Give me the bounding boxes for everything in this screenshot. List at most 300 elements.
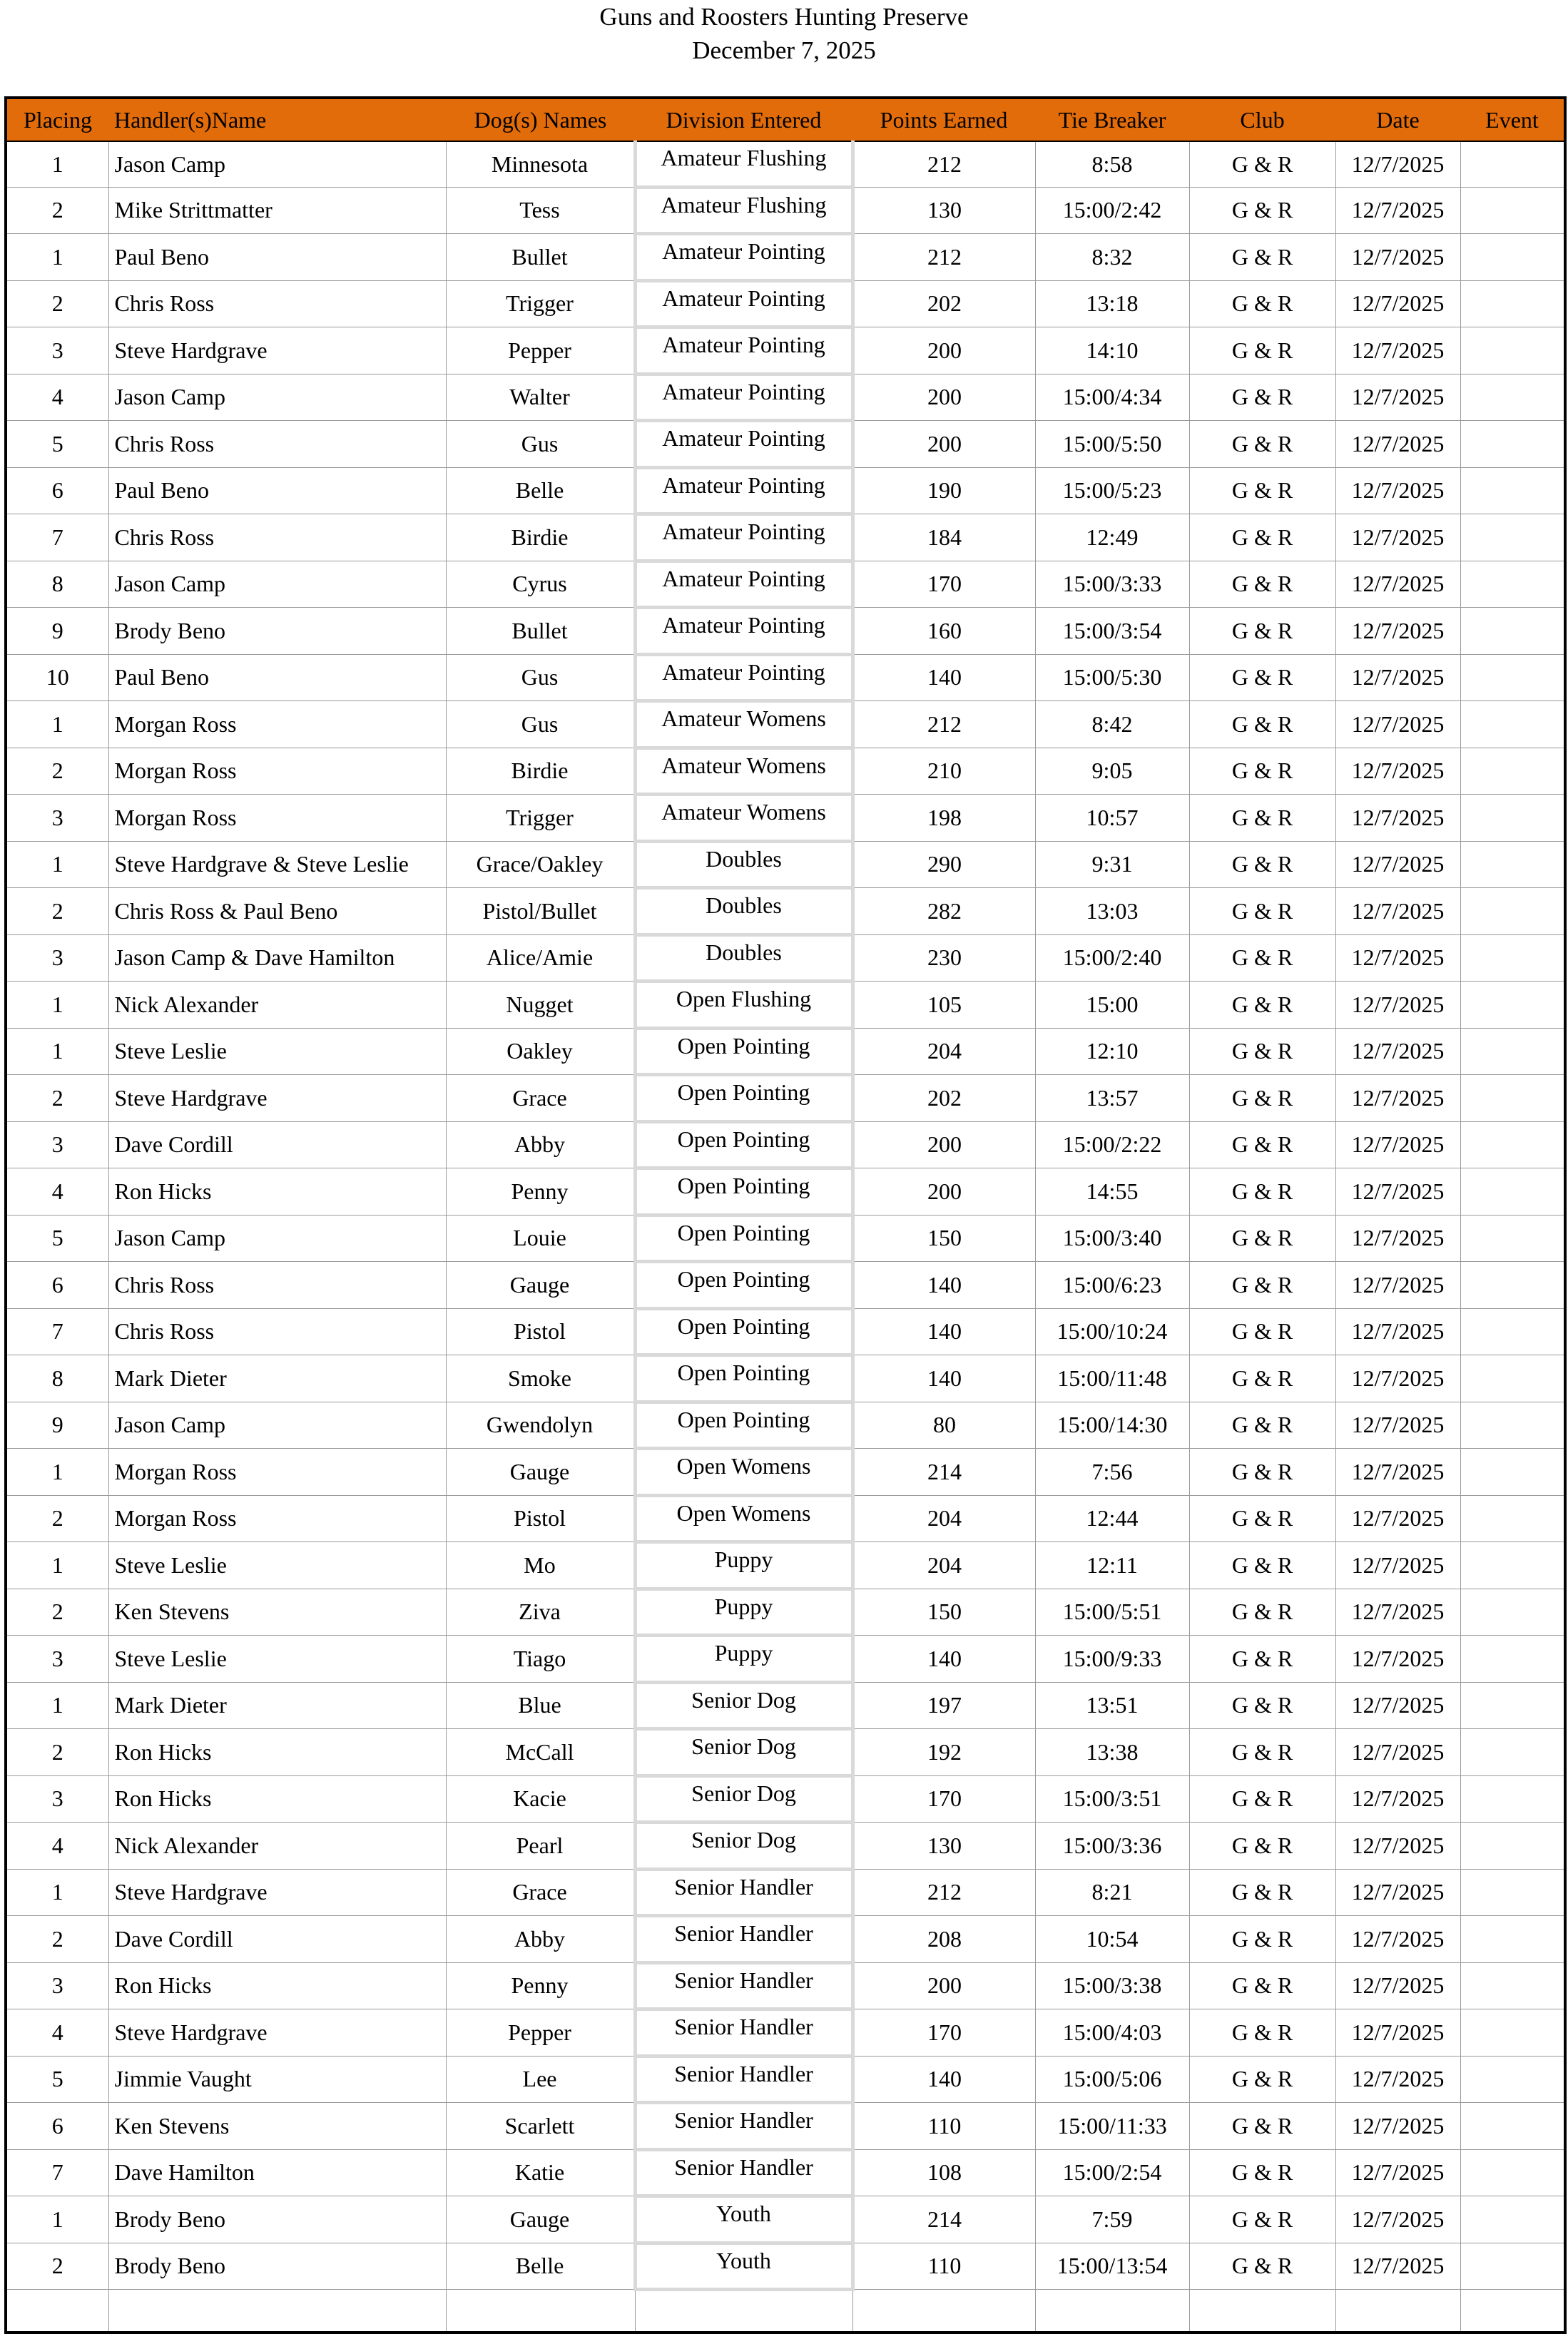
event-cell <box>1460 561 1565 608</box>
club-cell: G & R <box>1189 2009 1335 2057</box>
event-cell <box>1460 141 1565 187</box>
tie-breaker-cell: 15:00/4:03 <box>1035 2009 1189 2057</box>
date-cell: 12/7/2025 <box>1335 2103 1460 2150</box>
date-cell: 12/7/2025 <box>1335 1729 1460 1776</box>
points-cell: 200 <box>852 421 1035 468</box>
handler-cell: Nick Alexander <box>108 982 446 1029</box>
club-cell: G & R <box>1189 280 1335 327</box>
date-cell: 12/7/2025 <box>1335 1962 1460 2009</box>
tie-breaker-cell: 12:10 <box>1035 1028 1189 1075</box>
placing-cell: 5 <box>6 421 108 468</box>
tie-breaker-cell: 15:00/14:30 <box>1035 1402 1189 1449</box>
table-row <box>6 1449 1565 1496</box>
table-row <box>6 514 1565 561</box>
division-cell: Open Pointing <box>635 1355 852 1402</box>
handler-cell: Chris Ross <box>108 280 446 327</box>
handler-cell: Brody Beno <box>108 2196 446 2243</box>
tie-breaker-cell: 12:11 <box>1035 1542 1189 1589</box>
handler-cell: Ron Hicks <box>108 1168 446 1216</box>
date-cell: 12/7/2025 <box>1335 514 1460 561</box>
table-row <box>6 1869 1565 1916</box>
date-cell: 12/7/2025 <box>1335 1823 1460 1870</box>
tie-breaker-cell: 14:55 <box>1035 1168 1189 1216</box>
club-cell: G & R <box>1189 2149 1335 2196</box>
points-cell: 190 <box>852 467 1035 514</box>
dog-cell: Kacie <box>446 1775 635 1823</box>
event-cell <box>1460 1168 1565 1216</box>
event-cell <box>1460 1355 1565 1402</box>
tie-breaker-cell: 15:00/13:54 <box>1035 2243 1189 2290</box>
division-cell: Amateur Womens <box>635 795 852 842</box>
handler-cell: Steve Hardgrave <box>108 2009 446 2057</box>
points-cell: 170 <box>852 561 1035 608</box>
club-cell: G & R <box>1189 327 1335 374</box>
results-table <box>4 96 1567 2334</box>
points-cell: 212 <box>852 701 1035 748</box>
table-row <box>6 561 1565 608</box>
tie-breaker-cell: 13:18 <box>1035 280 1189 327</box>
dog-cell: Belle <box>446 467 635 514</box>
division-cell: Open Womens <box>635 1495 852 1542</box>
points-cell: 140 <box>852 1308 1035 1355</box>
points-cell: 105 <box>852 982 1035 1029</box>
club-cell: G & R <box>1189 2103 1335 2150</box>
event-cell <box>1460 1682 1565 1729</box>
club-cell: G & R <box>1189 1402 1335 1449</box>
event-date: December 7, 2025 <box>692 36 876 64</box>
tie-breaker-cell: 15:00/4:34 <box>1035 374 1189 421</box>
date-cell: 12/7/2025 <box>1335 1075 1460 1122</box>
table-row <box>6 1916 1565 1963</box>
points-cell: 204 <box>852 1495 1035 1542</box>
club-cell: G & R <box>1189 608 1335 655</box>
placing-cell: 2 <box>6 1075 108 1122</box>
club-cell: G & R <box>1189 1121 1335 1168</box>
date-cell: 12/7/2025 <box>1335 141 1460 187</box>
dog-cell: Scarlett <box>446 2103 635 2150</box>
table-row <box>6 2103 1565 2150</box>
dog-cell: Alice/Amie <box>446 934 635 982</box>
empty-cell <box>852 2290 1035 2333</box>
event-cell <box>1460 280 1565 327</box>
points-cell: 204 <box>852 1028 1035 1075</box>
club-cell: G & R <box>1189 2196 1335 2243</box>
table-row <box>6 1402 1565 1449</box>
table-row <box>6 841 1565 888</box>
placing-cell: 2 <box>6 1916 108 1963</box>
date-cell: 12/7/2025 <box>1335 1449 1460 1496</box>
table-row <box>6 1682 1565 1729</box>
tie-breaker-cell: 13:03 <box>1035 888 1189 935</box>
division-cell: Amateur Pointing <box>635 467 852 514</box>
handler-cell: Steve Leslie <box>108 1636 446 1683</box>
club-cell: G & R <box>1189 1028 1335 1075</box>
table-row <box>6 748 1565 795</box>
placing-cell: 2 <box>6 280 108 327</box>
handler-cell: Brody Beno <box>108 2243 446 2290</box>
date-cell: 12/7/2025 <box>1335 374 1460 421</box>
handler-cell: Morgan Ross <box>108 748 446 795</box>
event-cell <box>1460 795 1565 842</box>
division-cell: Youth <box>635 2243 852 2290</box>
division-cell: Amateur Womens <box>635 748 852 795</box>
empty-cell <box>446 2290 635 2333</box>
event-cell <box>1460 1121 1565 1168</box>
table-row <box>6 982 1565 1029</box>
date-cell: 12/7/2025 <box>1335 1402 1460 1449</box>
col-header-date: Date <box>1335 98 1460 141</box>
date-cell: 12/7/2025 <box>1335 1215 1460 1262</box>
event-cell <box>1460 2009 1565 2057</box>
date-cell: 12/7/2025 <box>1335 841 1460 888</box>
points-cell: 140 <box>852 654 1035 701</box>
event-cell <box>1460 467 1565 514</box>
event-cell <box>1460 327 1565 374</box>
tie-breaker-cell: 13:57 <box>1035 1075 1189 1122</box>
empty-cell <box>1035 2290 1189 2333</box>
col-header-points: Points Earned <box>852 98 1035 141</box>
dog-cell: Trigger <box>446 280 635 327</box>
event-cell <box>1460 1075 1565 1122</box>
date-cell: 12/7/2025 <box>1335 748 1460 795</box>
placing-cell: 4 <box>6 1823 108 1870</box>
date-cell: 12/7/2025 <box>1335 1775 1460 1823</box>
placing-cell: 7 <box>6 2149 108 2196</box>
dog-cell: Gwendolyn <box>446 1402 635 1449</box>
event-cell <box>1460 654 1565 701</box>
dog-cell: Cyrus <box>446 561 635 608</box>
placing-cell: 3 <box>6 1962 108 2009</box>
date-cell: 12/7/2025 <box>1335 2056 1460 2103</box>
handler-cell: Steve Leslie <box>108 1028 446 1075</box>
handler-cell: Jason Camp <box>108 374 446 421</box>
date-cell: 12/7/2025 <box>1335 795 1460 842</box>
event-cell <box>1460 608 1565 655</box>
event-cell <box>1460 1869 1565 1916</box>
points-cell: 212 <box>852 1869 1035 1916</box>
date-cell: 12/7/2025 <box>1335 1636 1460 1683</box>
date-cell: 12/7/2025 <box>1335 1355 1460 1402</box>
tie-breaker-cell: 12:49 <box>1035 514 1189 561</box>
club-cell: G & R <box>1189 1823 1335 1870</box>
dog-cell: Pearl <box>446 1823 635 1870</box>
event-cell <box>1460 2243 1565 2290</box>
division-cell: Open Pointing <box>635 1028 852 1075</box>
event-cell <box>1460 187 1565 234</box>
event-cell <box>1460 374 1565 421</box>
empty-row <box>6 2290 1565 2333</box>
date-cell: 12/7/2025 <box>1335 1168 1460 1216</box>
placing-cell: 1 <box>6 1028 108 1075</box>
event-cell <box>1460 1215 1565 1262</box>
date-cell: 12/7/2025 <box>1335 421 1460 468</box>
tie-breaker-cell: 15:00/3:36 <box>1035 1823 1189 1870</box>
dog-cell: Pepper <box>446 327 635 374</box>
handler-cell: Jason Camp <box>108 561 446 608</box>
dog-cell: McCall <box>446 1729 635 1776</box>
date-cell: 12/7/2025 <box>1335 701 1460 748</box>
table-row <box>6 234 1565 281</box>
dog-cell: Gauge <box>446 1449 635 1496</box>
tie-breaker-cell: 15:00/6:23 <box>1035 1262 1189 1309</box>
placing-cell: 10 <box>6 654 108 701</box>
placing-cell: 9 <box>6 608 108 655</box>
tie-breaker-cell: 15:00/10:24 <box>1035 1308 1189 1355</box>
handler-cell: Morgan Ross <box>108 795 446 842</box>
dog-cell: Grace <box>446 1075 635 1122</box>
date-cell: 12/7/2025 <box>1335 1262 1460 1309</box>
placing-cell: 1 <box>6 841 108 888</box>
tie-breaker-cell: 8:32 <box>1035 234 1189 281</box>
tie-breaker-cell: 8:21 <box>1035 1869 1189 1916</box>
points-cell: 290 <box>852 841 1035 888</box>
date-cell: 12/7/2025 <box>1335 1542 1460 1589</box>
tie-breaker-cell: 15:00/3:38 <box>1035 1962 1189 2009</box>
points-cell: 210 <box>852 748 1035 795</box>
table-row <box>6 1775 1565 1823</box>
dog-cell: Gauge <box>446 1262 635 1309</box>
dog-cell: Grace <box>446 1869 635 1916</box>
placing-cell: 1 <box>6 234 108 281</box>
dog-cell: Nugget <box>446 982 635 1029</box>
handler-cell: Brody Beno <box>108 608 446 655</box>
dog-cell: Abby <box>446 1121 635 1168</box>
handler-cell: Steve Hardgrave <box>108 1075 446 1122</box>
tie-breaker-cell: 8:42 <box>1035 701 1189 748</box>
table-row <box>6 2056 1565 2103</box>
division-cell: Senior Dog <box>635 1682 852 1729</box>
club-cell: G & R <box>1189 467 1335 514</box>
division-cell: Puppy <box>635 1589 852 1636</box>
club-cell: G & R <box>1189 748 1335 795</box>
dog-cell: Birdie <box>446 514 635 561</box>
division-cell: Amateur Pointing <box>635 654 852 701</box>
placing-cell: 8 <box>6 1355 108 1402</box>
table-row <box>6 1729 1565 1776</box>
placing-cell: 4 <box>6 2009 108 2057</box>
tie-breaker-cell: 15:00/2:54 <box>1035 2149 1189 2196</box>
dog-cell: Louie <box>446 1215 635 1262</box>
tie-breaker-cell: 15:00/11:33 <box>1035 2103 1189 2150</box>
division-cell: Senior Dog <box>635 1823 852 1870</box>
handler-cell: Jason Camp & Dave Hamilton <box>108 934 446 982</box>
division-cell: Senior Handler <box>635 1869 852 1916</box>
tie-breaker-cell: 13:51 <box>1035 1682 1189 1729</box>
date-cell: 12/7/2025 <box>1335 608 1460 655</box>
division-cell: Senior Handler <box>635 2009 852 2057</box>
table-header-row <box>6 98 1565 141</box>
date-cell: 12/7/2025 <box>1335 1916 1460 1963</box>
table-row <box>6 1262 1565 1309</box>
division-cell: Amateur Womens <box>635 701 852 748</box>
handler-cell: Jimmie Vaught <box>108 2056 446 2103</box>
table-row <box>6 327 1565 374</box>
date-cell: 12/7/2025 <box>1335 561 1460 608</box>
table-row <box>6 608 1565 655</box>
dog-cell: Belle <box>446 2243 635 2290</box>
dog-cell: Oakley <box>446 1028 635 1075</box>
dog-cell: Penny <box>446 1168 635 1216</box>
division-cell: Senior Handler <box>635 1962 852 2009</box>
empty-cell <box>1189 2290 1335 2333</box>
col-header-division: Division Entered <box>635 98 852 141</box>
dog-cell: Tiago <box>446 1636 635 1683</box>
club-cell: G & R <box>1189 1682 1335 1729</box>
handler-cell: Paul Beno <box>108 654 446 701</box>
placing-cell: 3 <box>6 795 108 842</box>
table-row <box>6 1823 1565 1870</box>
event-cell <box>1460 1028 1565 1075</box>
event-cell <box>1460 934 1565 982</box>
table-row <box>6 1215 1565 1262</box>
table-row <box>6 795 1565 842</box>
placing-cell: 2 <box>6 888 108 935</box>
placing-cell: 2 <box>6 2243 108 2290</box>
division-cell: Open Pointing <box>635 1308 852 1355</box>
dog-cell: Pistol <box>446 1495 635 1542</box>
date-cell: 12/7/2025 <box>1335 1308 1460 1355</box>
handler-cell: Ron Hicks <box>108 1775 446 1823</box>
tie-breaker-cell: 15:00/5:30 <box>1035 654 1189 701</box>
date-cell: 12/7/2025 <box>1335 1682 1460 1729</box>
division-cell: Open Pointing <box>635 1215 852 1262</box>
placing-cell: 2 <box>6 1589 108 1636</box>
division-cell: Senior Dog <box>635 1775 852 1823</box>
handler-cell: Morgan Ross <box>108 1495 446 1542</box>
points-cell: 110 <box>852 2103 1035 2150</box>
event-cell <box>1460 1775 1565 1823</box>
points-cell: 130 <box>852 187 1035 234</box>
handler-cell: Mark Dieter <box>108 1682 446 1729</box>
handler-cell: Dave Hamilton <box>108 2149 446 2196</box>
handler-cell: Steve Hardgrave <box>108 327 446 374</box>
points-cell: 198 <box>852 795 1035 842</box>
event-cell <box>1460 2103 1565 2150</box>
handler-cell: Chris Ross <box>108 1262 446 1309</box>
placing-cell: 4 <box>6 374 108 421</box>
empty-cell <box>6 2290 108 2333</box>
division-cell: Amateur Flushing <box>635 141 852 187</box>
points-cell: 212 <box>852 234 1035 281</box>
event-cell <box>1460 1962 1565 2009</box>
date-cell: 12/7/2025 <box>1335 2009 1460 2057</box>
table-row <box>6 654 1565 701</box>
handler-cell: Chris Ross <box>108 1308 446 1355</box>
empty-cell <box>1460 2290 1565 2333</box>
tie-breaker-cell: 10:54 <box>1035 1916 1189 1963</box>
table-row <box>6 1542 1565 1589</box>
results-body <box>6 141 1565 2333</box>
placing-cell: 9 <box>6 1402 108 1449</box>
event-cell <box>1460 1402 1565 1449</box>
placing-cell: 3 <box>6 1636 108 1683</box>
points-cell: 184 <box>852 514 1035 561</box>
points-cell: 170 <box>852 1775 1035 1823</box>
dog-cell: Grace/Oakley <box>446 841 635 888</box>
placing-cell: 6 <box>6 1262 108 1309</box>
division-cell: Amateur Pointing <box>635 514 852 561</box>
club-cell: G & R <box>1189 795 1335 842</box>
division-cell: Open Pointing <box>635 1168 852 1216</box>
division-cell: Puppy <box>635 1542 852 1589</box>
date-cell: 12/7/2025 <box>1335 982 1460 1029</box>
handler-cell: Ken Stevens <box>108 2103 446 2150</box>
club-cell: G & R <box>1189 1262 1335 1309</box>
event-cell <box>1460 1308 1565 1355</box>
points-cell: 108 <box>852 2149 1035 2196</box>
dog-cell: Gus <box>446 654 635 701</box>
event-cell <box>1460 748 1565 795</box>
tie-breaker-cell: 15:00/3:51 <box>1035 1775 1189 1823</box>
club-cell: G & R <box>1189 888 1335 935</box>
dog-cell: Bullet <box>446 608 635 655</box>
event-cell <box>1460 888 1565 935</box>
division-cell: Open Pointing <box>635 1075 852 1122</box>
placing-cell: 8 <box>6 561 108 608</box>
points-cell: 150 <box>852 1215 1035 1262</box>
event-cell <box>1460 1823 1565 1870</box>
table-row <box>6 1121 1565 1168</box>
date-cell: 12/7/2025 <box>1335 1589 1460 1636</box>
handler-cell: Chris Ross & Paul Beno <box>108 888 446 935</box>
event-cell <box>1460 1449 1565 1496</box>
club-cell: G & R <box>1189 1542 1335 1589</box>
tie-breaker-cell: 15:00/5:06 <box>1035 2056 1189 2103</box>
tie-breaker-cell: 7:56 <box>1035 1449 1189 1496</box>
event-cell <box>1460 982 1565 1029</box>
tie-breaker-cell: 15:00/3:40 <box>1035 1215 1189 1262</box>
placing-cell: 1 <box>6 2196 108 2243</box>
placing-cell: 6 <box>6 2103 108 2150</box>
club-cell: G & R <box>1189 1168 1335 1216</box>
placing-cell: 6 <box>6 467 108 514</box>
dog-cell: Tess <box>446 187 635 234</box>
points-cell: 170 <box>852 2009 1035 2057</box>
club-cell: G & R <box>1189 1075 1335 1122</box>
event-cell <box>1460 1589 1565 1636</box>
table-row <box>6 2149 1565 2196</box>
tie-breaker-cell: 15:00/5:51 <box>1035 1589 1189 1636</box>
handler-cell: Jason Camp <box>108 1215 446 1262</box>
col-header-club: Club <box>1189 98 1335 141</box>
club-cell: G & R <box>1189 1449 1335 1496</box>
club-cell: G & R <box>1189 654 1335 701</box>
dog-cell: Katie <box>446 2149 635 2196</box>
date-cell: 12/7/2025 <box>1335 280 1460 327</box>
date-cell: 12/7/2025 <box>1335 888 1460 935</box>
table-row <box>6 1075 1565 1122</box>
table-row <box>6 1028 1565 1075</box>
club-cell: G & R <box>1189 1729 1335 1776</box>
division-cell: Amateur Pointing <box>635 327 852 374</box>
placing-cell: 1 <box>6 701 108 748</box>
club-cell: G & R <box>1189 374 1335 421</box>
points-cell: 140 <box>852 1355 1035 1402</box>
club-cell: G & R <box>1189 1589 1335 1636</box>
handler-cell: Chris Ross <box>108 514 446 561</box>
placing-cell: 1 <box>6 1542 108 1589</box>
handler-cell: Jason Camp <box>108 141 446 187</box>
club-cell: G & R <box>1189 1495 1335 1542</box>
date-cell: 12/7/2025 <box>1335 1028 1460 1075</box>
tie-breaker-cell: 15:00 <box>1035 982 1189 1029</box>
division-cell: Open Pointing <box>635 1262 852 1309</box>
table-row <box>6 1308 1565 1355</box>
dog-cell: Smoke <box>446 1355 635 1402</box>
points-cell: 140 <box>852 2056 1035 2103</box>
dog-cell: Pistol/Bullet <box>446 888 635 935</box>
points-cell: 200 <box>852 1121 1035 1168</box>
